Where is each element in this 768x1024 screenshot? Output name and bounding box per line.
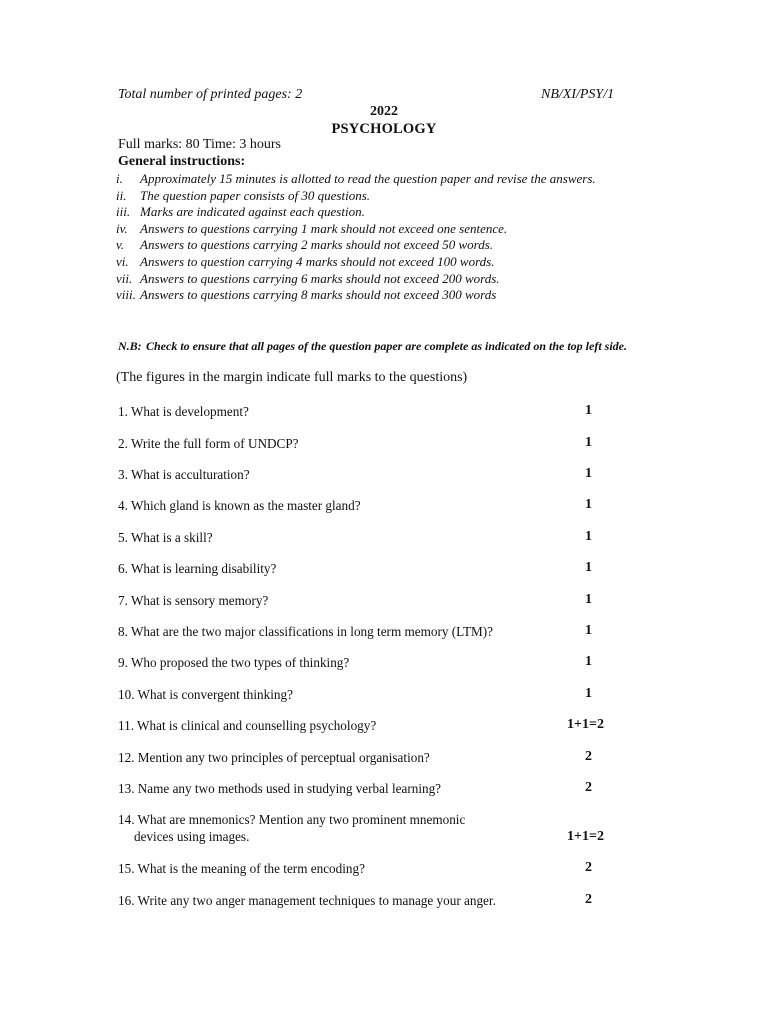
instruction-item bbox=[116, 254, 616, 271]
marks-16: 2 bbox=[585, 892, 592, 907]
question-14-line-2: devices using images. bbox=[134, 829, 250, 844]
instruction-text: Answers to questions carrying 1 mark should not exceed one sentence. bbox=[140, 220, 508, 236]
marks-11: 1+1=2 bbox=[567, 717, 604, 732]
instruction-number: vi. bbox=[116, 253, 129, 269]
marks-10: 1 bbox=[585, 686, 592, 701]
printed-pages-note: Total number of printed pages: 2 bbox=[118, 87, 303, 102]
instruction-text: The question paper consists of 30 questions. bbox=[140, 187, 371, 203]
marks-14: 1+1=2 bbox=[567, 829, 604, 844]
instruction-item bbox=[116, 271, 616, 288]
marks-1: 1 bbox=[585, 403, 592, 418]
question-5: 5. What is a skill? bbox=[118, 530, 213, 545]
full-marks-time: Full marks: 80 Time: 3 hours bbox=[118, 137, 281, 152]
nb-text: Check to ensure that all pages of the question paper are complete as indicated on the top left side. bbox=[146, 339, 627, 353]
marks-5: 1 bbox=[585, 529, 592, 544]
marks-12: 2 bbox=[585, 749, 592, 764]
instruction-number: vii. bbox=[116, 270, 133, 286]
question-14 bbox=[118, 811, 538, 845]
instruction-item bbox=[116, 188, 616, 205]
instruction-text: Approximately 15 minutes is allotted to read the question paper and revise the answers. bbox=[140, 171, 596, 186]
instruction-text: Answers to questions carrying 6 marks should not exceed 200 words. bbox=[140, 270, 500, 286]
instruction-item bbox=[116, 171, 616, 188]
marks-2: 1 bbox=[585, 435, 592, 450]
nb-note bbox=[118, 339, 648, 354]
question-8: 8. What are the two major classifications in long term memory (LTM)? bbox=[118, 624, 494, 639]
instructions-heading: General instructions: bbox=[118, 154, 246, 169]
question-9: 9. Who proposed the two types of thinking? bbox=[118, 655, 350, 670]
question-4: 4. Which gland is known as the master gland? bbox=[118, 498, 361, 513]
question-11: 11. What is clinical and counselling psychology? bbox=[118, 718, 377, 733]
question-3: 3. What is acculturation? bbox=[118, 467, 250, 482]
paper-code: NB/XI/PSY/1 bbox=[541, 87, 615, 102]
instruction-text: Answers to questions carrying 2 marks should not exceed 50 words. bbox=[140, 237, 494, 253]
instruction-number: viii. bbox=[116, 287, 136, 303]
marks-13: 2 bbox=[585, 780, 592, 795]
marks-8: 1 bbox=[585, 623, 592, 638]
exam-year: 2022 bbox=[370, 104, 398, 119]
instruction-text: Answers to questions carrying 8 marks should not exceed 300 words bbox=[140, 287, 497, 303]
instruction-item bbox=[116, 287, 616, 304]
instruction-number: v. bbox=[116, 237, 125, 253]
instruction-number: i. bbox=[116, 171, 123, 186]
question-6: 6. What is learning disability? bbox=[118, 561, 277, 576]
question-16: 16. Write any two anger management techniques to manage your anger. bbox=[118, 893, 496, 908]
instruction-number: iv. bbox=[116, 220, 128, 236]
question-13: 13. Name any two methods used in studying verbal learning? bbox=[118, 781, 442, 796]
marks-4: 1 bbox=[585, 497, 592, 512]
question-12: 12. Mention any two principles of perceptual organisation? bbox=[118, 750, 430, 765]
instruction-item bbox=[116, 204, 616, 221]
marks-15: 2 bbox=[585, 860, 592, 875]
instruction-number: iii. bbox=[116, 204, 131, 220]
instruction-number: ii. bbox=[116, 187, 127, 203]
question-10: 10. What is convergent thinking? bbox=[118, 687, 293, 702]
question-14-line-1: 14. What are mnemonics? Mention any two prominent mnemonic bbox=[118, 812, 466, 827]
marks-6: 1 bbox=[585, 560, 592, 575]
instruction-item bbox=[116, 237, 616, 254]
nb-tag: N.B: bbox=[118, 339, 142, 353]
question-2: 2. Write the full form of UNDCP? bbox=[118, 436, 299, 451]
marks-3: 1 bbox=[585, 466, 592, 481]
marks-9: 1 bbox=[585, 654, 592, 669]
instruction-text: Answers to question carrying 4 marks should not exceed 100 words. bbox=[140, 253, 495, 269]
question-15: 15. What is the meaning of the term encoding? bbox=[118, 861, 365, 876]
question-1: 1. What is development? bbox=[118, 404, 249, 419]
marks-7: 1 bbox=[585, 592, 592, 607]
instructions-list bbox=[116, 171, 616, 304]
figures-note: (The figures in the margin indicate full marks to the questions) bbox=[116, 370, 468, 385]
question-7: 7. What is sensory memory? bbox=[118, 593, 269, 608]
instruction-text: Marks are indicated against each question. bbox=[140, 204, 365, 220]
instruction-item bbox=[116, 221, 616, 238]
subject-title: PSYCHOLOGY bbox=[331, 121, 437, 137]
